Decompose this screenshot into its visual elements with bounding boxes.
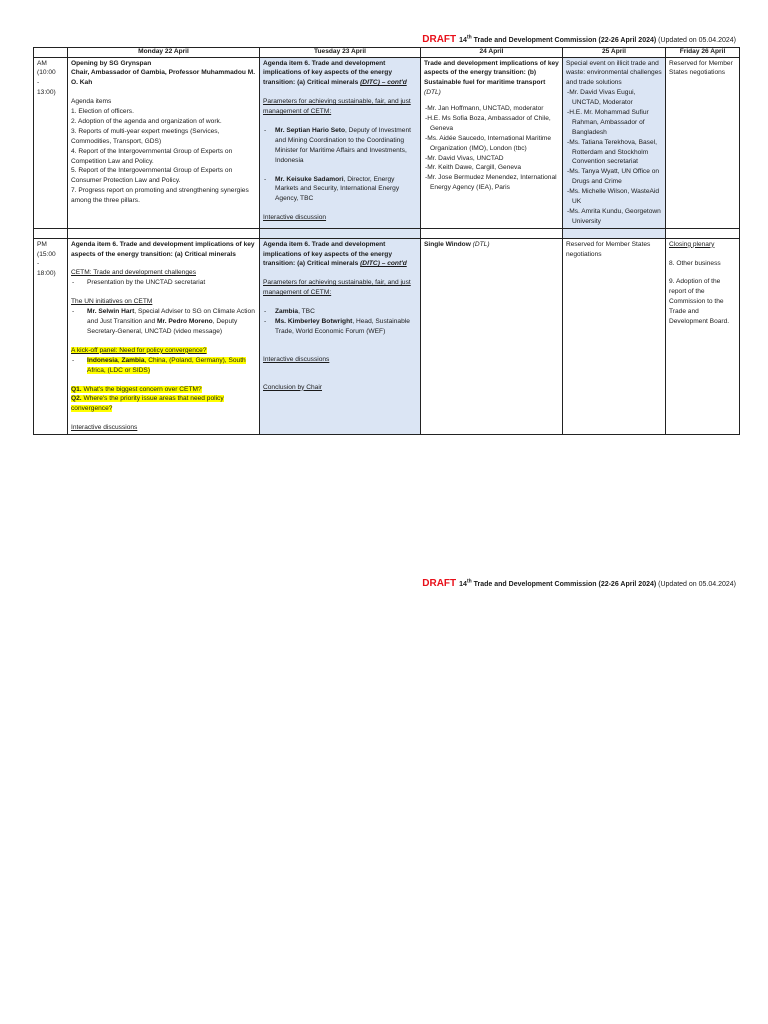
spacer-row: [34, 228, 740, 238]
schedule-table: [33, 47, 740, 435]
speaker-item: -Mr. Keith Dawe, Cargill, Geneva: [425, 164, 522, 172]
page-header: [422, 34, 736, 45]
session-title: Agenda item 6. Trade and development implications of key aspects of the energy transition: (a) Critical minerals (DITC) – cont'd: [263, 59, 407, 87]
speaker-item: - Mr. Septian Hario Seto, Deputy of Investment and Mining Coordination to the Coordinating Minister for Maritime Affairs and Investments, Indonesia: [263, 126, 417, 166]
speaker-item: -Mr. Jan Hoffmann, UNCTAD, moderator: [425, 105, 544, 113]
header-row: [34, 48, 740, 58]
pm-thursday-cell: Reserved for Member States negotiations: [563, 238, 666, 434]
am-thursday-cell: [563, 57, 666, 228]
agenda-item: 9. Adoption of the report of the Commission to the Trade and Development Board.: [669, 278, 730, 326]
pm-tuesday-cell: [260, 238, 421, 434]
am-wednesday-cell: [421, 57, 563, 228]
speaker-item: -Ms. Amrita Kundu, Georgetown University: [567, 207, 661, 225]
am-time-cell: AM (10:00 - 13:00): [34, 57, 68, 228]
agenda-item: 4. Report of the Intergovernmental Group of Experts on Competition Law and Policy.: [71, 147, 233, 165]
speaker-item: -Ms. Tatiana Terekhova, Basel, Rotterdam and Stockholm Convention secretariat: [567, 138, 657, 166]
draft-label: DRAFT: [422, 34, 457, 45]
question-2: Q2. Where's the priority issue areas that need policy convergence?: [71, 395, 224, 413]
speaker-item: -H.E. Mr. Mohammad Sufiur Rahman, Ambassador of Bangladesh: [567, 109, 649, 136]
speaker-item: - Mr. Selwin Hart, Special Adviser to SG on Climate Action and Just Transition and Mr. Pedro Moreno, Deputy Secretary-General, UNCTAD (video message): [71, 307, 256, 337]
question-1: Q1. What's the biggest concern over CETM?: [71, 385, 202, 393]
agenda-item: 8. Other business: [669, 259, 721, 267]
header-title: 14th Trade and Development Commission (22-26 April 2024): [459, 578, 657, 588]
agenda-item: 7. Progress report on promoting and strengthening synergies among the three pillars.: [71, 187, 249, 205]
speaker-item: -Mr. David Vivas Eugui, UNCTAD, Moderator: [567, 89, 636, 107]
col-tuesday: Tuesday 23 April: [260, 48, 421, 58]
agenda-item: 1. Election of officers.: [71, 108, 134, 116]
opening-title: Opening by SG Grynspan: [71, 59, 152, 67]
corner-cell: [34, 48, 68, 58]
un-heading: The UN initiatives on CETM: [71, 298, 153, 306]
chair-name: Chair, Ambassador of Gambia, Professor Muhammadou M. O. Kah: [71, 69, 256, 87]
am-friday-cell: Reserved for Member States negotiations: [666, 57, 740, 228]
header-title: 14th Trade and Development Commission (22-26 April 2024): [459, 34, 657, 44]
speaker-item: -Mr. David Vivas, UNCTAD: [425, 154, 504, 162]
draft-label: DRAFT: [422, 578, 457, 589]
pm-friday-cell: [666, 238, 740, 434]
speaker-item: -H.E. Ms Sofia Boza, Ambassador of Chile, Geneva: [425, 115, 551, 132]
conclusion: Conclusion by Chair: [263, 383, 323, 391]
interactive-discussion: Interactive discussions: [71, 424, 138, 432]
speaker-item: - Mr. Keisuke Sadamori, Director, Energy Markets and Security, International Energy Agency, TBC: [263, 175, 417, 205]
am-tuesday-cell: [260, 57, 421, 228]
session-title: Trade and development implications of key aspects of the energy transition: (b) Sustainable fuel for maritime transport (DTL): [424, 59, 559, 97]
session-title: Single Window (DTL): [424, 240, 490, 248]
session-title: Agenda item 6. Trade and development implications of key aspects of the energy transition: (a) Critical minerals: [71, 240, 255, 258]
session-title: Agenda item 6. Trade and development implications of key aspects of the energy transition: (a) Critical minerals (DITC) – cont'd: [263, 240, 407, 268]
interactive-discussion: Interactive discussion: [263, 214, 327, 222]
speaker-item: -Ms. Tanya Wyatt, UN Office on Drugs and Crime: [567, 168, 660, 186]
pm-row: [34, 238, 740, 434]
interactive-discussion: Interactive discussions: [263, 355, 330, 363]
speaker-item: -Ms. Michelle Wilson, WasteAid UK: [567, 188, 660, 206]
speaker-item: -Ms. Aidée Saucedo, International Maritime Organization (IMO), London (tbc): [425, 134, 552, 152]
speaker-item: -Mr. Jose Bermudez Menendez, International Energy Agency (IEA), Paris: [425, 174, 557, 192]
agenda-items-label: Agenda items: [71, 98, 112, 106]
list-item: - Presentation by the UNCTAD secretariat: [71, 278, 256, 288]
page-header-2: [422, 578, 736, 589]
panel-heading: A kick-off panel: Need for policy convergence?: [71, 346, 207, 354]
speaker-item: - Zambia, TBC: [263, 307, 417, 317]
agenda-item: 3. Reports of multi-year expert meetings (Services, Commodities, Transport, GDS): [71, 127, 220, 145]
cetm-heading: CETM: Trade and development challenges: [71, 269, 196, 277]
col-monday: Monday 22 April: [68, 48, 260, 58]
agenda-item: 2. Adoption of the agenda and organization of work.: [71, 118, 222, 126]
col-wednesday: 24 April: [421, 48, 563, 58]
am-row: [34, 57, 740, 228]
updated-note: (Updated on 05.04.2024): [658, 37, 736, 44]
params-heading: Parameters for achieving sustainable, fair, and just management of CETM:: [263, 98, 411, 116]
closing-plenary: Closing plenary: [669, 240, 715, 248]
col-friday: Friday 26 April: [666, 48, 740, 58]
col-thursday: 25 April: [563, 48, 666, 58]
am-monday-cell: [68, 57, 260, 228]
panel-item: - Indonesia, Zambia, China, (Poland, Germany), South Africa, (LDC or SIDS): [71, 356, 256, 376]
pm-monday-cell: [68, 238, 260, 434]
pm-wednesday-cell: [421, 238, 563, 434]
speaker-item: - Ms. Kimberley Botwright, Head, Sustainable Trade, World Economic Forum (WEF): [263, 317, 417, 337]
agenda-item: 5. Report of the Intergovernmental Group of Experts on Consumer Protection Law and Policy.: [71, 167, 233, 185]
session-title: Special event on illicit trade and waste: environmental challenges and trade solutions: [566, 59, 662, 87]
params-heading: Parameters for achieving sustainable, fair, and just management of CETM:: [263, 279, 411, 297]
updated-note: (Updated on 05.04.2024): [658, 581, 736, 588]
pm-time-cell: PM (15:00 - 18:00): [34, 238, 68, 434]
